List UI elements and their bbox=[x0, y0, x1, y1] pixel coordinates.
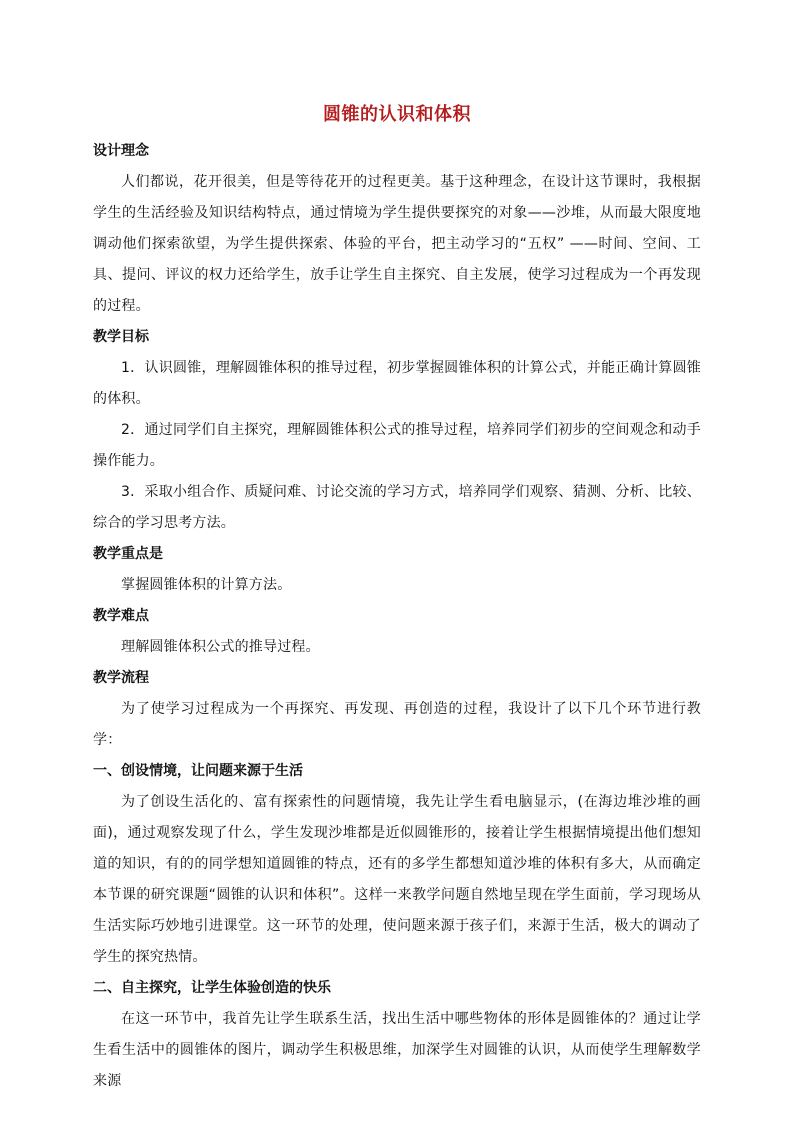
section-teaching-goals bbox=[93, 322, 701, 539]
paragraph: 人们都说，花开很美，但是等待花开的过程更美。基于这种理念，在设计这节课时，我根据学生的生活经验及知识结构特点，通过情境为学生提供要探究的对象——沙堆，从而最大限度地调动他们探索欲望，为学生提供探索、体验的平台，把主动学习的“五权” ——时间、空间、工具、提问、评议的权力还给学生，放手让学生自主探究、自主发展，使学习过程成为一个再发现的过程。 bbox=[93, 174, 701, 314]
section-heading: 教学重点是 bbox=[93, 546, 163, 562]
section-heading: 教学流程 bbox=[93, 670, 149, 686]
section-heading: 二、自主探究，让学生体验创造的快乐 bbox=[93, 980, 331, 996]
section-heading: 一、创设情境，让问题来源于生活 bbox=[93, 763, 303, 779]
paragraph: 1．认识圆锥，理解圆锥体积的推导过程，初步掌握圆锥体积的计算公式，并能正确计算圆锥的体积。 bbox=[93, 360, 701, 407]
section-key-points bbox=[93, 539, 701, 601]
section-heading: 教学难点 bbox=[93, 608, 149, 624]
section-heading: 教学目标 bbox=[93, 329, 149, 345]
paragraph: 在这一环节中，我首先让学生联系生活，找出生活中哪些物体的形体是圆锥体的？通过让学生看生活中的圆锥体的图片，调动学生积极思维，加深学生对圆锥的认识，从而使学生理解数学来源 bbox=[93, 1011, 701, 1089]
section-difficulties bbox=[93, 601, 701, 663]
document-title: 圆锥的认识和体积 bbox=[323, 104, 471, 125]
section-step-one bbox=[93, 756, 701, 973]
paragraph: 2．通过同学们自主探究，理解圆锥体积公式的推导过程，培养同学们初步的空间观念和动手操作能力。 bbox=[93, 422, 701, 469]
document-page bbox=[93, 100, 701, 1097]
paragraph: 为了使学习过程成为一个再探究、再发现、再创造的过程，我设计了以下几个环节进行教学： bbox=[93, 701, 701, 748]
paragraph: 理解圆锥体积公式的推导过程。 bbox=[121, 639, 320, 655]
paragraph: 掌握圆锥体积的计算方法。 bbox=[121, 577, 292, 593]
paragraph: 3．采取小组合作、质疑问难、讨论交流的学习方式，培养同学们观察、猜测、分析、比较、综合的学习思考方法。 bbox=[93, 484, 701, 531]
paragraph: 为了创设生活化的、富有探索性的问题情境，我先让学生看电脑显示，(在海边堆沙堆的画面)，通过观察发现了什么，学生发现沙堆都是近似圆锥形的，接着让学生根据情境提出他们想知道的知识，有的的同学想知道圆锥的特点，还有的多学生都想知道沙堆的体积有多大，从而确定本节课的研究课题“圆锥的认识和体积”。这样一来教学问题自然地呈现在学生面前，学习现场从生活实际巧妙地引进课堂。这一环节的处理，使问题来源于孩子们，来源于生活，极大的调动了学生的探究热情。 bbox=[93, 794, 701, 965]
section-design-concept bbox=[93, 136, 701, 322]
section-teaching-process bbox=[93, 663, 701, 756]
section-heading: 设计理念 bbox=[93, 143, 149, 159]
section-step-two bbox=[93, 973, 701, 1097]
